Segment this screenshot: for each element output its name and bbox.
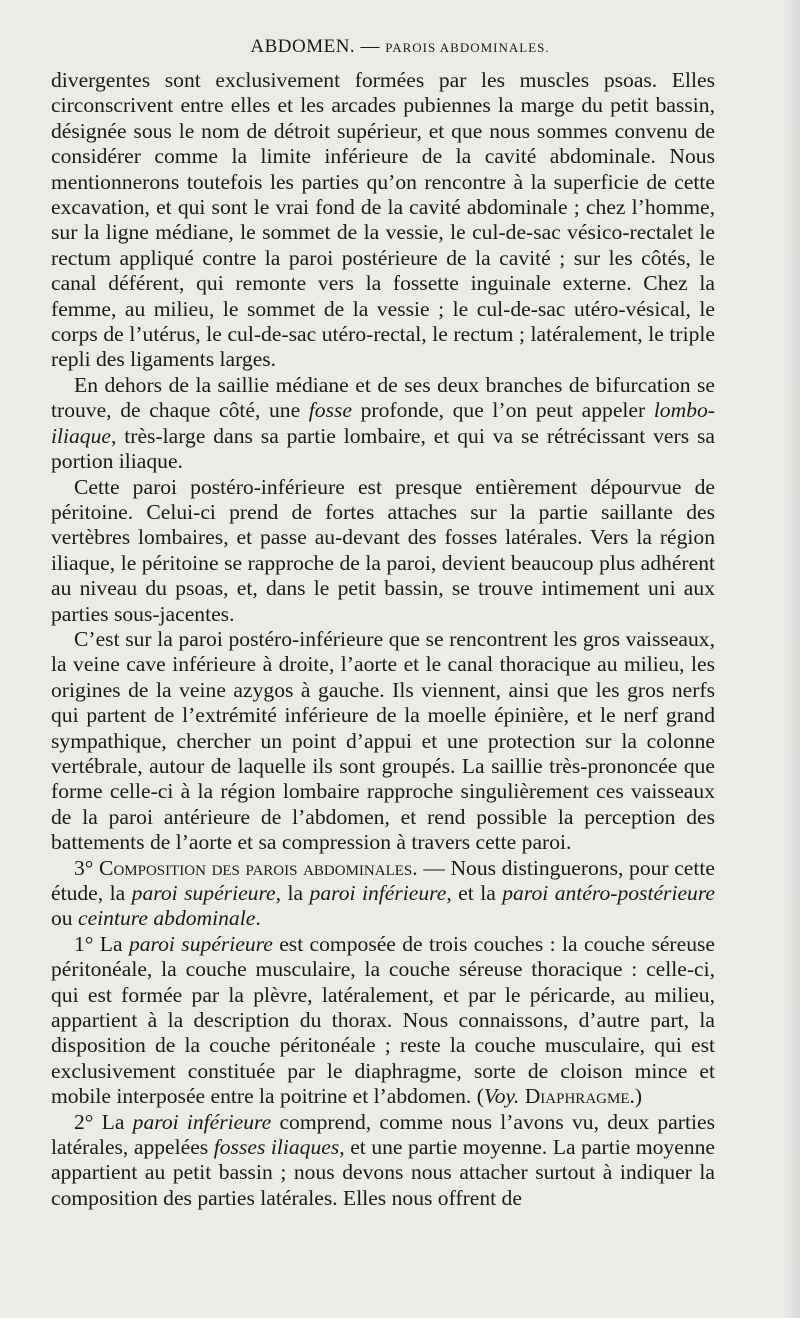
text-run: , et une partie moyenne. La partie moyenne appartient au petit bassin ; nous devons nous attacher surtout à indiquer la composition des parties latérales. Elles nous offrent de xyxy=(51,1135,715,1210)
italic-term: paroi inférieure xyxy=(309,881,447,905)
header-subtitle: PAROIS ABDOMINALES. xyxy=(385,40,550,55)
text-run: ) xyxy=(634,1084,643,1109)
page-body xyxy=(51,68,715,1211)
page-edge-shadow xyxy=(782,0,800,1318)
italic-term: fosse xyxy=(308,398,352,423)
cross-reference: Diaphragme. xyxy=(519,1084,635,1109)
italic-term: paroi antéro-postérieure xyxy=(502,881,716,905)
paragraph-vaisseaux: C’est sur la paroi postéro-inférieure que se rencontrent les gros vaisseaux, la veine cave inférieure à droite, l’aorte et le canal thoracique au milieu, les origines de la veine azygos à gauche. Ils viennent, ainsi que les gros nerfs qui partent de l’extrémité inférieure de la moelle épinière, et le nerf grand sympathique, chercher un point d’appui et une protection sur la colonne vertébrale, autour de laquelle ils sont groupés. La saillie très-prononcée que forme celle-ci à la région lombaire rapproche singulièrement ces vaisseaux de la paroi antérieure de l’abdomen, et rend possible la perception des battements de l’aorte et sa compression à travers cette paroi. xyxy=(51,626,715,855)
italic-term: fosses iliaques xyxy=(213,1135,340,1160)
italic-term: ceinture abdominale xyxy=(78,906,256,931)
header-title: ABDOMEN. xyxy=(250,36,356,57)
paragraph-paroi-superieure xyxy=(51,932,715,1110)
item-number: 1° La xyxy=(74,931,129,956)
section-heading: Composition des parois abdominales. xyxy=(99,855,418,880)
section-number: 3° xyxy=(74,855,100,880)
item-number: 2° La xyxy=(74,1109,133,1134)
running-header xyxy=(0,36,800,58)
text-run: , très-large dans sa partie lombaire, et qui va se rétrécissant vers sa portion iliaque. xyxy=(51,423,715,474)
paragraph-fosse xyxy=(51,373,715,475)
paragraph-peritoine: Cette paroi postéro-inférieure est presque entièrement dépourvue de péritoine. Celui-ci prend de fortes attaches sur la partie saillante des vertèbres lombaires, et passe au-devant des fosses latérales. Vers la région iliaque, le péritoine se rapproche de la paroi, devient beaucoup plus adhérent au niveau du psoas, et, dans le petit bassin, se trouve intimement uni aux parties sous-jacentes. xyxy=(51,474,715,626)
text-run: — Nous distinguerons, pour cette étude, la xyxy=(51,855,715,905)
paragraph-continuation: divergentes sont exclusivement formées par les muscles psoas. Elles circonscrivent entre elles et les arcades pubiennes la marge du petit bassin, désignée sous le nom de détroit supérieur, et que nous sommes convenu de considérer comme la limite inférieure de la cavité abdominale. Nous mentionnerons toutefois les parties qu’on rencontre à la superficie de cette excavation, et qui sont le vrai fond de la cavité abdominale ; chez l’homme, sur la ligne médiane, le sommet de la vessie, le cul-de-sac vésico-rectalet le rectum appliqué contre la paroi postérieure de la cavité ; sur les côtés, le canal déférent, qui remonte vers la fossette inguinale externe. Chez la femme, au milieu, le sommet de la vessie ; le cul-de-sac utéro-vésical, le corps de l’utérus, le cul-de-sac utéro-rectal, le rectum ; latéralement, le triple repli des ligaments larges. xyxy=(51,68,715,372)
paragraph-composition xyxy=(51,856,715,932)
italic-term: paroi supérieure xyxy=(128,931,273,956)
text-run: profonde, que l’on peut appeler xyxy=(351,398,654,423)
paragraph-paroi-inferieure xyxy=(51,1110,715,1212)
text-run: . xyxy=(255,906,261,931)
italic-term: paroi inférieure xyxy=(132,1109,272,1134)
italic-term: paroi supérieure xyxy=(131,881,276,905)
text-run: En dehors de la saillie médiane et de ses deux branches de bifurcation se trouve, de chaque côté, une xyxy=(51,372,715,423)
italic-term: Voy. xyxy=(483,1084,520,1109)
text-run: comprend, comme nous l’avons vu, deux parties latérales, appelées xyxy=(51,1109,715,1160)
text-run: ou xyxy=(51,906,78,931)
italic-term: lombo-iliaque xyxy=(51,398,715,448)
header-dash: — xyxy=(355,36,386,57)
text-run: , la xyxy=(275,881,310,905)
text-run: , et la xyxy=(446,881,503,905)
text-run: est composée de trois couches : la couche séreuse péritonéale, la couche musculaire, la couche séreuse thoracique : celle-ci, qui est formée par la plèvre, latéralement, et par le péricarde, au milieu, appartient à la description du thorax. Nous connaissons, d’autre part, la disposition de la couche péritonéale ; reste la couche musculaire, qui est exclusivement constituée par le diaphragme, sorte de cloison mince et mobile interposée entre la poitrine et l’abdomen. ( xyxy=(51,931,715,1109)
